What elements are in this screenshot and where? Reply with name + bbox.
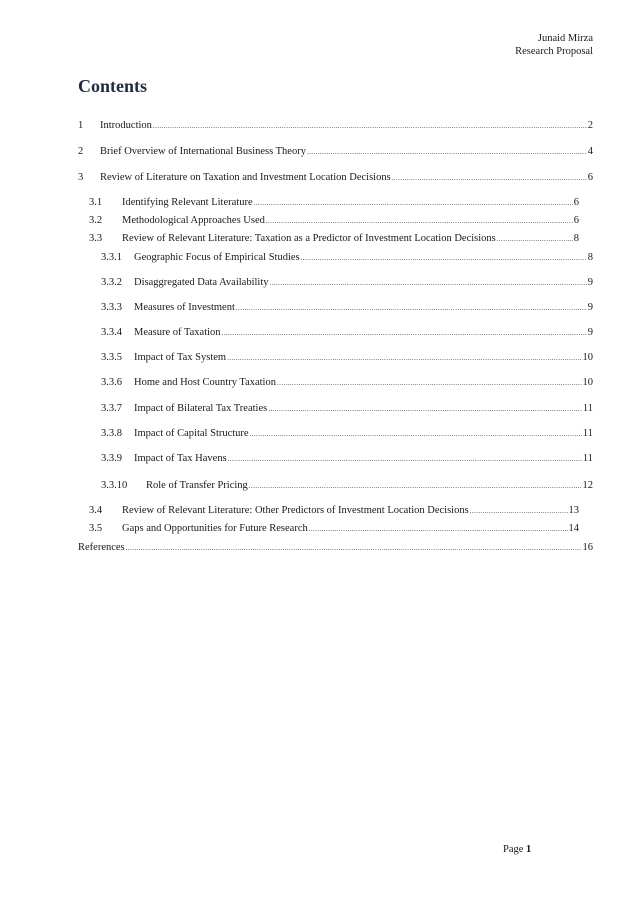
toc-entry-3-3-3[interactable] (101, 301, 593, 315)
toc-entry-page: 9 (587, 277, 593, 288)
footer-page-number: 1 (526, 844, 532, 855)
toc-leader-dots (266, 215, 573, 228)
toc-entry-page: 6 (573, 197, 579, 208)
toc-entry-title: Impact of Tax Havens (134, 453, 227, 464)
toc-entry-references[interactable] (78, 541, 593, 555)
toc-entry-3-3-9[interactable] (101, 452, 593, 466)
toc-entry-page: 13 (568, 505, 579, 516)
header-author: Junaid Mirza (537, 33, 593, 44)
toc-entry-number: 3.3.3 (101, 302, 122, 313)
toc-entry-number: 3.3.1 (101, 252, 122, 263)
toc-entry-page: 12 (582, 480, 593, 491)
toc-leader-dots (307, 146, 587, 159)
toc-entry-number: 3.2 (89, 215, 103, 226)
toc-entry-3-1[interactable] (89, 196, 579, 210)
toc-entry-title: Role of Transfer Pricing (146, 480, 248, 491)
toc-entry-3[interactable] (78, 171, 593, 185)
toc-leader-dots (309, 523, 568, 536)
toc-entry-3-3-7[interactable] (101, 402, 593, 416)
toc-entry-number: 3.3.9 (101, 453, 122, 464)
toc-entry-title: Methodological Approaches Used (122, 215, 265, 226)
toc-entry-page: 4 (587, 146, 593, 157)
toc-entry-1[interactable] (78, 119, 593, 133)
header-doc-type: Research Proposal (515, 46, 593, 57)
page-footer (503, 844, 531, 855)
toc-entry-number: 3 (78, 172, 84, 183)
toc-entry-3-3-10[interactable] (101, 479, 593, 493)
toc-leader-dots (228, 453, 582, 466)
toc-leader-dots (270, 277, 587, 290)
toc-entry-title: References (78, 542, 125, 553)
toc-entry-title: Impact of Capital Structure (134, 428, 249, 439)
toc-entry-number: 3.3.8 (101, 428, 122, 439)
toc-entry-title: Brief Overview of International Business Theory (100, 146, 306, 157)
toc-entry-3-3-2[interactable] (101, 276, 593, 290)
toc-entry-number: 3.4 (89, 505, 103, 516)
toc-entry-title: Measure of Taxation (134, 327, 221, 338)
toc-leader-dots (470, 505, 568, 518)
toc-entry-3-5[interactable] (89, 522, 579, 536)
toc-leader-dots (301, 252, 587, 265)
toc-entry-3-3-1[interactable] (101, 251, 593, 265)
toc-entry-title: Impact of Tax System (134, 352, 227, 363)
toc-entry-title: Review of Relevant Literature: Other Predictors of Investment Location Decisions (122, 505, 469, 516)
toc-entry-title: Impact of Bilateral Tax Treaties (134, 403, 268, 414)
page-header (515, 32, 593, 58)
toc-entry-page: 10 (582, 377, 593, 388)
toc-entry-title: Introduction (100, 120, 152, 131)
toc-leader-dots (249, 480, 582, 493)
toc-entry-title: Identifying Relevant Literature (122, 197, 253, 208)
toc-entry-2[interactable] (78, 145, 593, 159)
toc-entry-3-2[interactable] (89, 214, 579, 228)
toc-entry-number: 3.3.10 (101, 480, 128, 491)
toc-entry-page: 6 (573, 215, 579, 226)
toc-entry-page: 8 (573, 233, 579, 244)
toc-entry-number: 3.3.6 (101, 377, 122, 388)
toc-entry-title: Review of Literature on Taxation and Investment Location Decisions (100, 172, 391, 183)
toc-entry-3-3-5[interactable] (101, 351, 593, 365)
toc-entry-number: 3.3.7 (101, 403, 122, 414)
toc-leader-dots (153, 120, 587, 133)
toc-leader-dots (497, 233, 573, 246)
contents-title: Contents (78, 76, 148, 96)
toc-entry-page: 8 (587, 252, 593, 263)
toc-entry-number: 3.3.4 (101, 327, 122, 338)
toc-entry-page: 16 (582, 542, 593, 553)
toc-entry-number: 3.3.5 (101, 352, 122, 363)
toc-entry-page: 10 (582, 352, 593, 363)
toc-entry-3-4[interactable] (89, 504, 579, 518)
toc-entry-number: 3.3.2 (101, 277, 122, 288)
toc-leader-dots (227, 352, 581, 365)
footer-page-label: Page (503, 844, 524, 855)
toc-entry-number: 3.5 (89, 523, 103, 534)
toc-entry-3-3-4[interactable] (101, 326, 593, 340)
toc-leader-dots (277, 377, 582, 390)
toc-entry-title: Home and Host Country Taxation (134, 377, 276, 388)
toc-entry-3-3[interactable] (89, 232, 579, 246)
toc-leader-dots (250, 428, 582, 441)
toc-entry-title: Measures of Investment (134, 302, 235, 313)
toc-entry-page: 9 (587, 327, 593, 338)
toc-leader-dots (254, 197, 573, 210)
toc-entry-page: 11 (582, 428, 593, 439)
toc-leader-dots (126, 542, 582, 555)
toc-leader-dots (222, 327, 587, 340)
toc-entry-page: 6 (587, 172, 593, 183)
toc-entry-page: 9 (587, 302, 593, 313)
toc-entry-page: 11 (582, 453, 593, 464)
toc-leader-dots (392, 172, 587, 185)
toc-entry-number: 3.3 (89, 233, 103, 244)
toc-leader-dots (268, 403, 582, 416)
toc-entry-number: 2 (78, 146, 84, 157)
toc-entry-page: 11 (582, 403, 593, 414)
toc-entry-3-3-8[interactable] (101, 427, 593, 441)
toc-entry-title: Disaggregated Data Availability (134, 277, 269, 288)
toc-entry-title: Gaps and Opportunities for Future Research (122, 523, 308, 534)
toc-entry-title: Review of Relevant Literature: Taxation as a Predictor of Investment Location Decisions (122, 233, 496, 244)
toc-entry-page: 14 (568, 523, 579, 534)
toc-entry-number: 3.1 (89, 197, 103, 208)
toc-entry-title: Geographic Focus of Empirical Studies (134, 252, 300, 263)
toc-entry-3-3-6[interactable] (101, 376, 593, 390)
toc-entry-page: 2 (587, 120, 593, 131)
toc-leader-dots (236, 302, 587, 315)
toc-entry-number: 1 (78, 120, 84, 131)
